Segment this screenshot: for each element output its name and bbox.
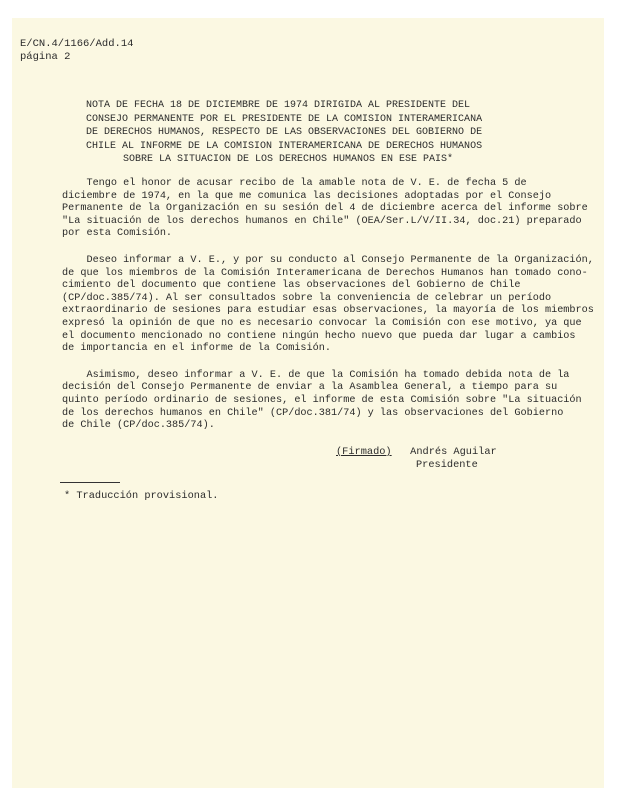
paragraph-commission-decision bbox=[62, 254, 594, 356]
signatory-role: Presidente bbox=[416, 459, 478, 471]
paragraph-acknowledgement bbox=[62, 178, 588, 241]
text-line: "La situación de los derechos humanos en Chile" (OEA/Ser.L/V/II.34, doc.21) preparado bbox=[62, 215, 582, 227]
text-line: quinto período ordinario de sesiones, el informe de esta Comisión sobre "La situación bbox=[62, 394, 582, 406]
text-line: decisión del Consejo Permanente de enviar a la Asamblea General, a tiempo para su bbox=[62, 382, 558, 394]
document-body bbox=[62, 178, 594, 447]
document-header bbox=[20, 38, 133, 64]
text-line: diciembre de 1974, en la que me comunica las decisiones adoptadas por el Consejo bbox=[62, 190, 552, 202]
text-line: Permanente de la Organización en su sesión del 4 de diciembre acerca del informe sobre bbox=[62, 203, 588, 215]
text-line: por esta Comisión. bbox=[62, 228, 173, 240]
paragraph-general-assembly bbox=[62, 369, 582, 433]
text-line: Tengo el honor de acusar recibo de la amable nota de V. E. de fecha 5 de bbox=[62, 178, 527, 189]
title-line: NOTA DE FECHA 18 DE DICIEMBRE DE 1974 DIRIGIDA AL PRESIDENTE DEL bbox=[86, 100, 471, 111]
title-line: CHILE AL INFORME DE LA COMISION INTERAMERICANA DE DERECHOS HUMANOS bbox=[86, 140, 483, 152]
signatory-name: Andrés Aguilar bbox=[410, 446, 497, 458]
text-line: (CP/doc.385/74). Al ser consultados sobre la conveniencia de celebrar un período bbox=[62, 292, 552, 304]
signed-mark: (Firmado) bbox=[336, 446, 392, 458]
document-reference: E/CN.4/1166/Add.14 bbox=[20, 38, 134, 50]
text-line: el documento mencionado no contiene ningún hecho nuevo que pueda dar lugar a cambios bbox=[62, 330, 576, 342]
title-line: DE DERECHOS HUMANOS, RESPECTO DE LAS OBSERVACIONES DEL GOBIERNO DE bbox=[86, 127, 483, 138]
text-line: Deseo informar a V. E., y por su conducto al Consejo Permanente de la Organización, bbox=[62, 254, 594, 266]
footnote-divider bbox=[60, 482, 120, 483]
text-line: de Chile (CP/doc.385/74). bbox=[62, 420, 215, 432]
title-line: SOBRE LA SITUACION DE LOS DERECHOS HUMANOS EN ESE PAIS* bbox=[122, 154, 454, 165]
title-line: CONSEJO PERMANENTE POR EL PRESIDENTE DE LA COMISION INTERAMERICANA bbox=[86, 113, 483, 125]
signature-block bbox=[336, 446, 497, 472]
text-line: Asimismo, deseo informar a V. E. de que la Comisión ha tomado debida nota de la bbox=[62, 369, 570, 381]
footnote: * Traducción provisional. bbox=[64, 490, 219, 502]
text-line: extraordinario de sesiones para estudiar esas observaciones, la mayoría de los miembros bbox=[62, 305, 594, 317]
page-number: página 2 bbox=[20, 51, 71, 63]
text-line: de que los miembros de la Comisión Interamericana de Derechos Humanos han tomado cono- bbox=[62, 267, 588, 279]
text-line: cimiento del documento que contiene las observaciones del Gobierno de Chile bbox=[62, 280, 521, 292]
text-line: de los derechos humanos en Chile" (CP/doc.381/74) y las observaciones del Gobierno bbox=[62, 407, 564, 419]
document-title bbox=[86, 99, 490, 167]
text-line: expresó la opinión de que no es necesario convocar la Comisión con ese motivo, ya que bbox=[62, 317, 582, 329]
text-line: de importancia en el informe de la Comisión. bbox=[62, 343, 331, 355]
